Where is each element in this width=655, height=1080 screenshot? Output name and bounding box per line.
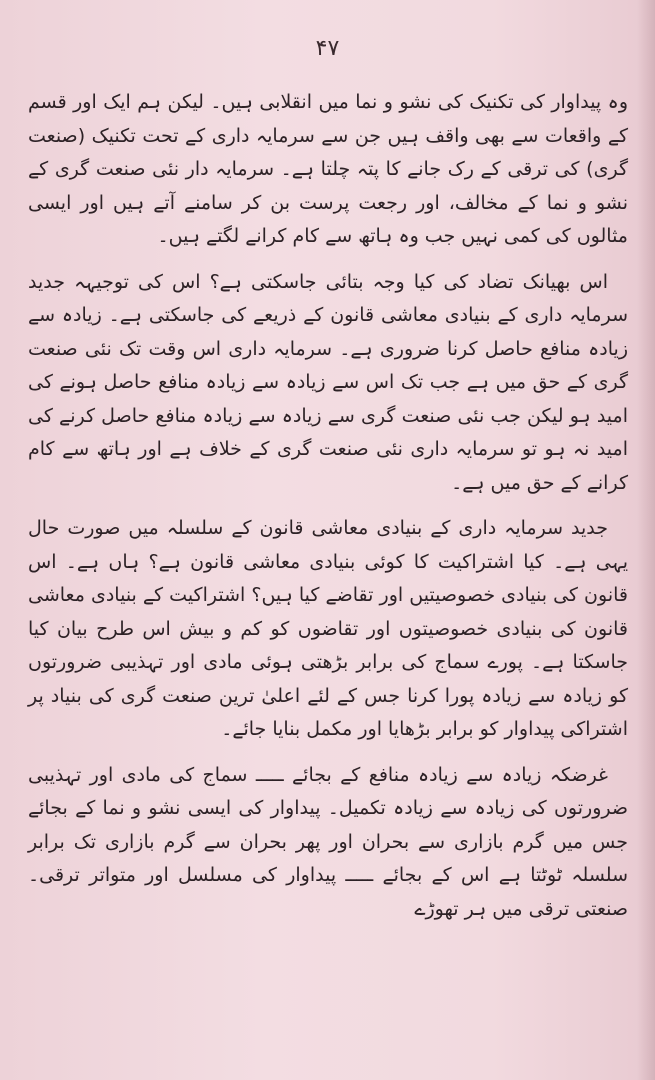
page-edge-shadow [637, 0, 655, 1080]
paragraph-3: جدید سرمایہ داری کے بنیادی معاشی قانون کے سلسلہ میں صورت حال یہی ہے۔ کیا اشتراکیت کا کوئی بنیادی معاشی قانون ہے؟ ہاں ہے۔ اس قانون کی بنیادی خصوصیتیں اور تقاضے کیا ہیں؟ اشتراکیت کے بنیادی معاشی قانون کی بنیادی خصوصیتوں اور تقاضوں کو کم و بیش اس طرح بیان کیا جاسکتا ہے۔ پورے سماج کی برابر بڑھتی ہوئی مادی اور تہذیبی ضرورتوں کو زیادہ سے زیادہ پورا کرنا جس کے لئے اعلیٰ ترین صنعت گری کی بنیاد پر اشتراکی پیداوار کو برابر بڑھایا اور مکمل بنایا جائے۔ [28, 517, 628, 740]
body-text [28, 86, 628, 938]
paragraph-1: وہ پیداوار کی تکنیک کی نشو و نما میں انقلابی ہیں۔ لیکن ہم ایک اور قسم کے واقعات سے بھی واقف ہیں جن سے سرمایہ داری کے تحت تکنیک (صنعت گری) کی ترقی کے رک جانے کا پتہ چلتا ہے۔ سرمایہ دار نئی صنعت گری کے نشو و نما کے مخالف، اور رجعت پرست بن کر سامنے آتے ہیں اور ایسی مثالوں کی کمی نہیں جب وہ ہاتھ سے کام کرانے لگتے ہیں۔ [28, 91, 628, 247]
page-number: ۴۷ [315, 36, 340, 61]
paragraph-4: غرضکہ زیادہ سے زیادہ منافع کے بجائے ـــــ سماج کی مادی اور تہذیبی ضرورتوں کی زیادہ سے زیادہ تکمیل۔ پیداوار کی ایسی نشو و نما کے بجائے جس میں گرم بازاری سے بحران اور پھر بحران سے گرم بازاری تک برابر سلسلہ ٹوٹتا ہے اس کے بجائے ـــــ پیداوار کی مسلسل اور متواتر ترقی۔ صنعتی ترقی میں ہر تھوڑے [28, 763, 628, 920]
paragraph-2: اس بھیانک تضاد کی کیا وجہ بتائی جاسکتی ہے؟ اس کی توجیہہ جدید سرمایہ داری کے بنیادی معاشی قانون کے ذریعے کی جاسکتی ہے۔ زیادہ سے زیادہ منافع حاصل کرنا ضروری ہے۔ سرمایہ داری اس وقت تک نئی صنعت گری کے حق میں ہے جب تک اس سے زیادہ سے زیادہ منافع حاصل ہونے کی امید ہو لیکن جب نئی صنعت گری سے زیادہ سے زیادہ منافع حاصل کرنے کی امید نہ ہو تو سرمایہ داری نئی صنعت گری کے خلاف ہے اور ہاتھ سے کام کرانے کے حق میں ہے۔ [28, 270, 628, 494]
